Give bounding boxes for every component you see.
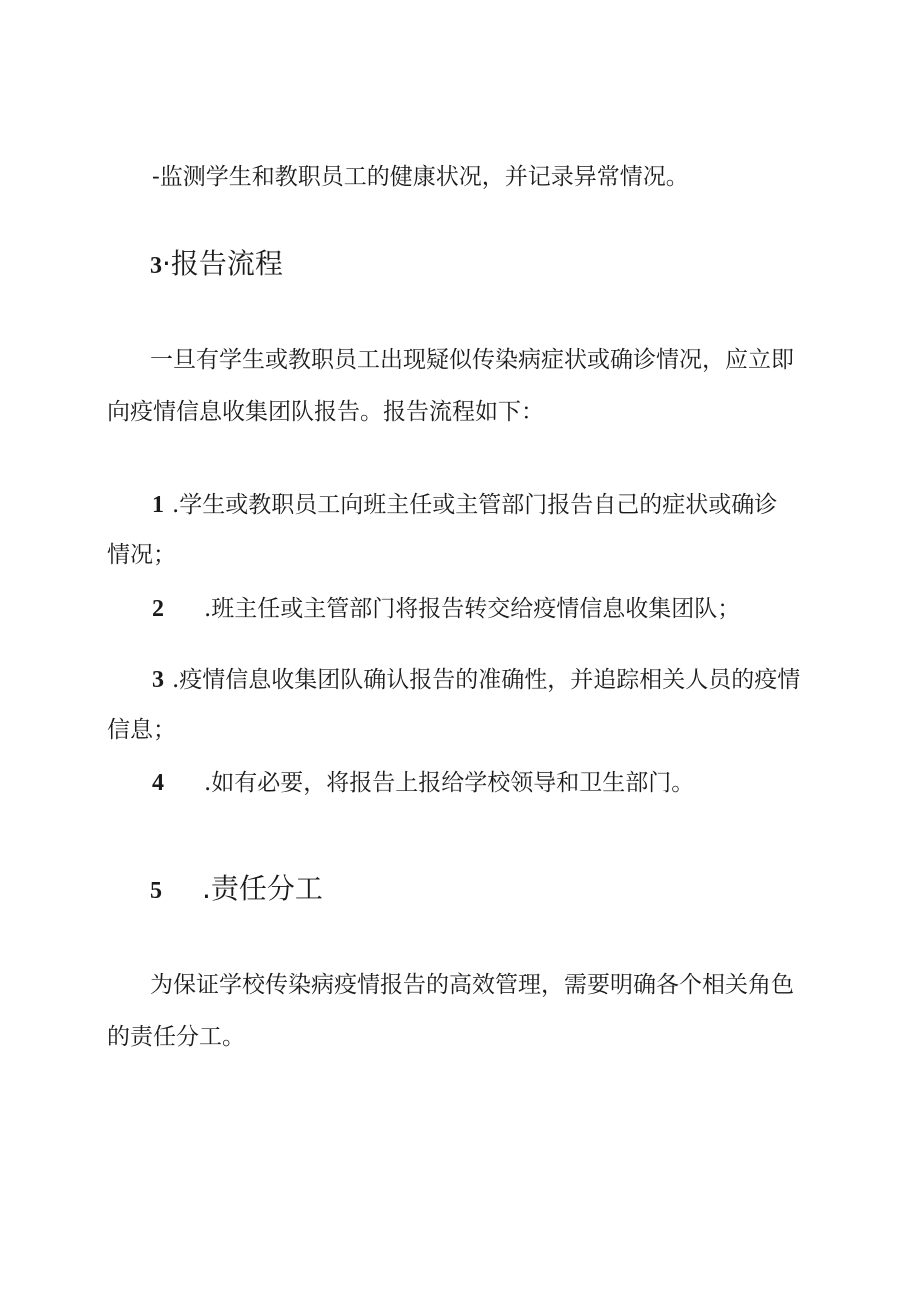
section-title: 报告流程	[170, 247, 283, 280]
monitor-paragraph: -监测学生和教职员工的健康状况，并记录异常情况。	[152, 164, 689, 190]
list-item	[152, 665, 800, 695]
list-item-text: .如有必要，将报告上报给学校领导和卫生部门。	[204, 770, 695, 796]
responsibility-paragraph-line-2: 的责任分工。	[107, 1024, 245, 1050]
intro-paragraph-line-1: 一旦有学生或教职员工出现疑似传染病症状或确诊情况，应立即	[150, 347, 794, 373]
list-item-number: 4	[152, 770, 164, 796]
section-number: 3	[150, 253, 162, 279]
responsibility-paragraph-line-1: 为保证学校传染病疫情报告的高效管理，需要明确各个相关角色	[150, 972, 794, 998]
list-item-number: 2	[152, 596, 164, 622]
list-item-continuation: 信息；	[107, 717, 176, 743]
section-heading-3	[150, 247, 283, 283]
section-title: .责任分工	[202, 872, 323, 905]
section-heading-5	[150, 872, 323, 908]
list-item-text: .疫情信息收集团队确认报告的准确性，并追踪相关人员的疫情	[172, 667, 801, 693]
list-item	[152, 490, 777, 520]
section-number: 5	[150, 878, 162, 904]
list-item-text: .班主任或主管部门将报告转交给疫情信息收集团队；	[204, 596, 741, 622]
list-item-number: 1	[152, 492, 164, 518]
list-item	[152, 768, 694, 798]
list-item	[152, 594, 740, 624]
intro-paragraph-line-2: 向疫情信息收集团队报告。报告流程如下：	[107, 399, 544, 425]
list-item-continuation: 情况；	[107, 542, 176, 568]
list-item-text: .学生或教职员工向班主任或主管部门报告自己的症状或确诊	[172, 492, 778, 518]
section-separator: ·	[162, 247, 171, 280]
list-item-number: 3	[152, 667, 164, 693]
